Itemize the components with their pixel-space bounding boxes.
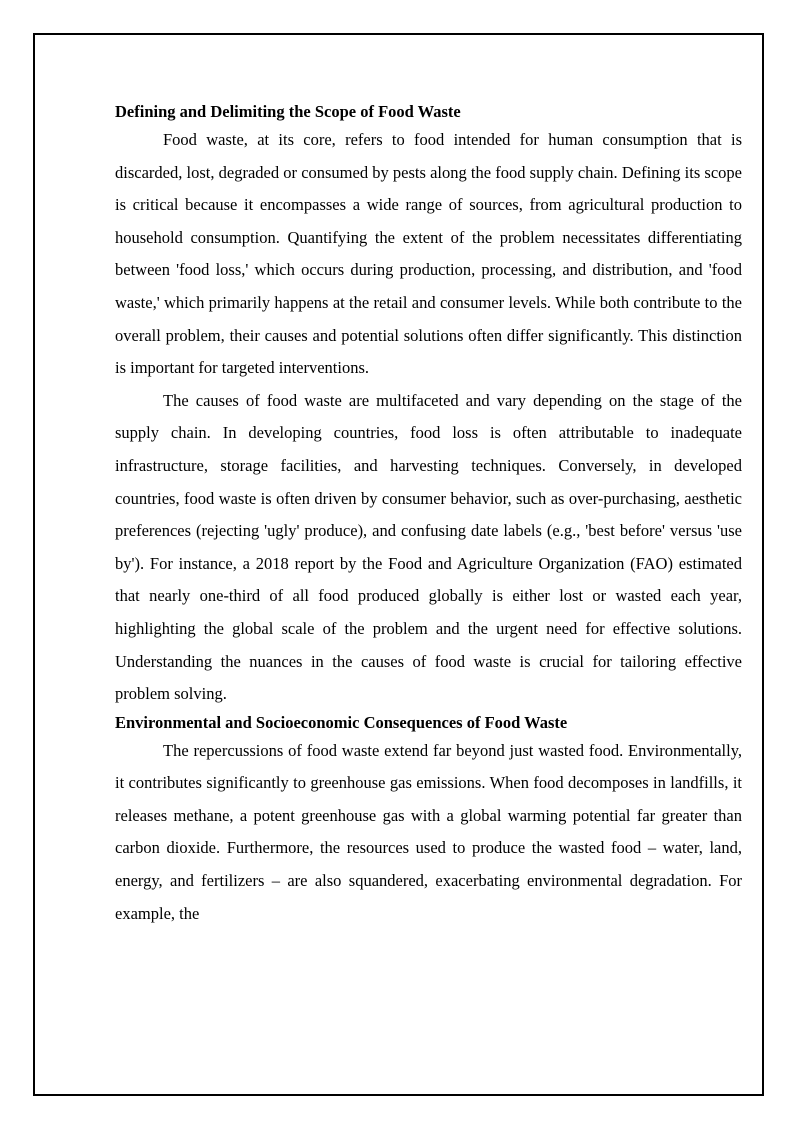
paragraph-repercussions: The repercussions of food waste extend far beyond just wasted food. Environmentally, it contributes significantly to greenhouse gas emissions. When food decomposes in landfills, it releases methane, a potent greenhouse gas with a global warming potential far greater than carbon dioxide. Furthermore, the resources used to produce the wasted food – water, land, energy, and fertilizers – are also squandered, exacerbating environmental degradation. For example, the [115,740,742,923]
section-heading-consequences: Environmental and Socioeconomic Consequences of Food Waste [115,712,568,732]
document-body [115,100,742,930]
paragraph-definition: Food waste, at its core, refers to food intended for human consumption that is discarded, lost, degraded or consumed by pests along the food supply chain. Defining its scope is critical because it encompasses a wide range of sources, from agricultural production to household consumption. Quantifying the extent of the problem necessitates differentiating between 'food loss,' which occurs during production, processing, and distribution, and 'food waste,' which primarily happens at the retail and consumer levels. While both contribute to the overall problem, their causes and potential solutions often differ significantly. This distinction is important for targeted interventions. [115,130,742,378]
section-heading-scope: Defining and Delimiting the Scope of Food Waste [115,102,461,121]
paragraph-causes: The causes of food waste are multifaceted and vary depending on the stage of the supply chain. In developing countries, food loss is often attributable to inadequate infrastructure, storage facilities, and harvesting techniques. Conversely, in developed countries, food waste is often driven by consumer behavior, such as over-purchasing, aesthetic preferences (rejecting 'ugly' produce), and confusing date labels (e.g., 'best before' versus 'use by'). For instance, a 2018 report by the Food and Agriculture Organization (FAO) estimated that nearly one-third of all food produced globally is either lost or wasted each year, highlighting the global scale of the problem and the urgent need for effective solutions. Understanding the nuances in the causes of food waste is crucial for tailoring effective problem solving. [115,390,742,704]
